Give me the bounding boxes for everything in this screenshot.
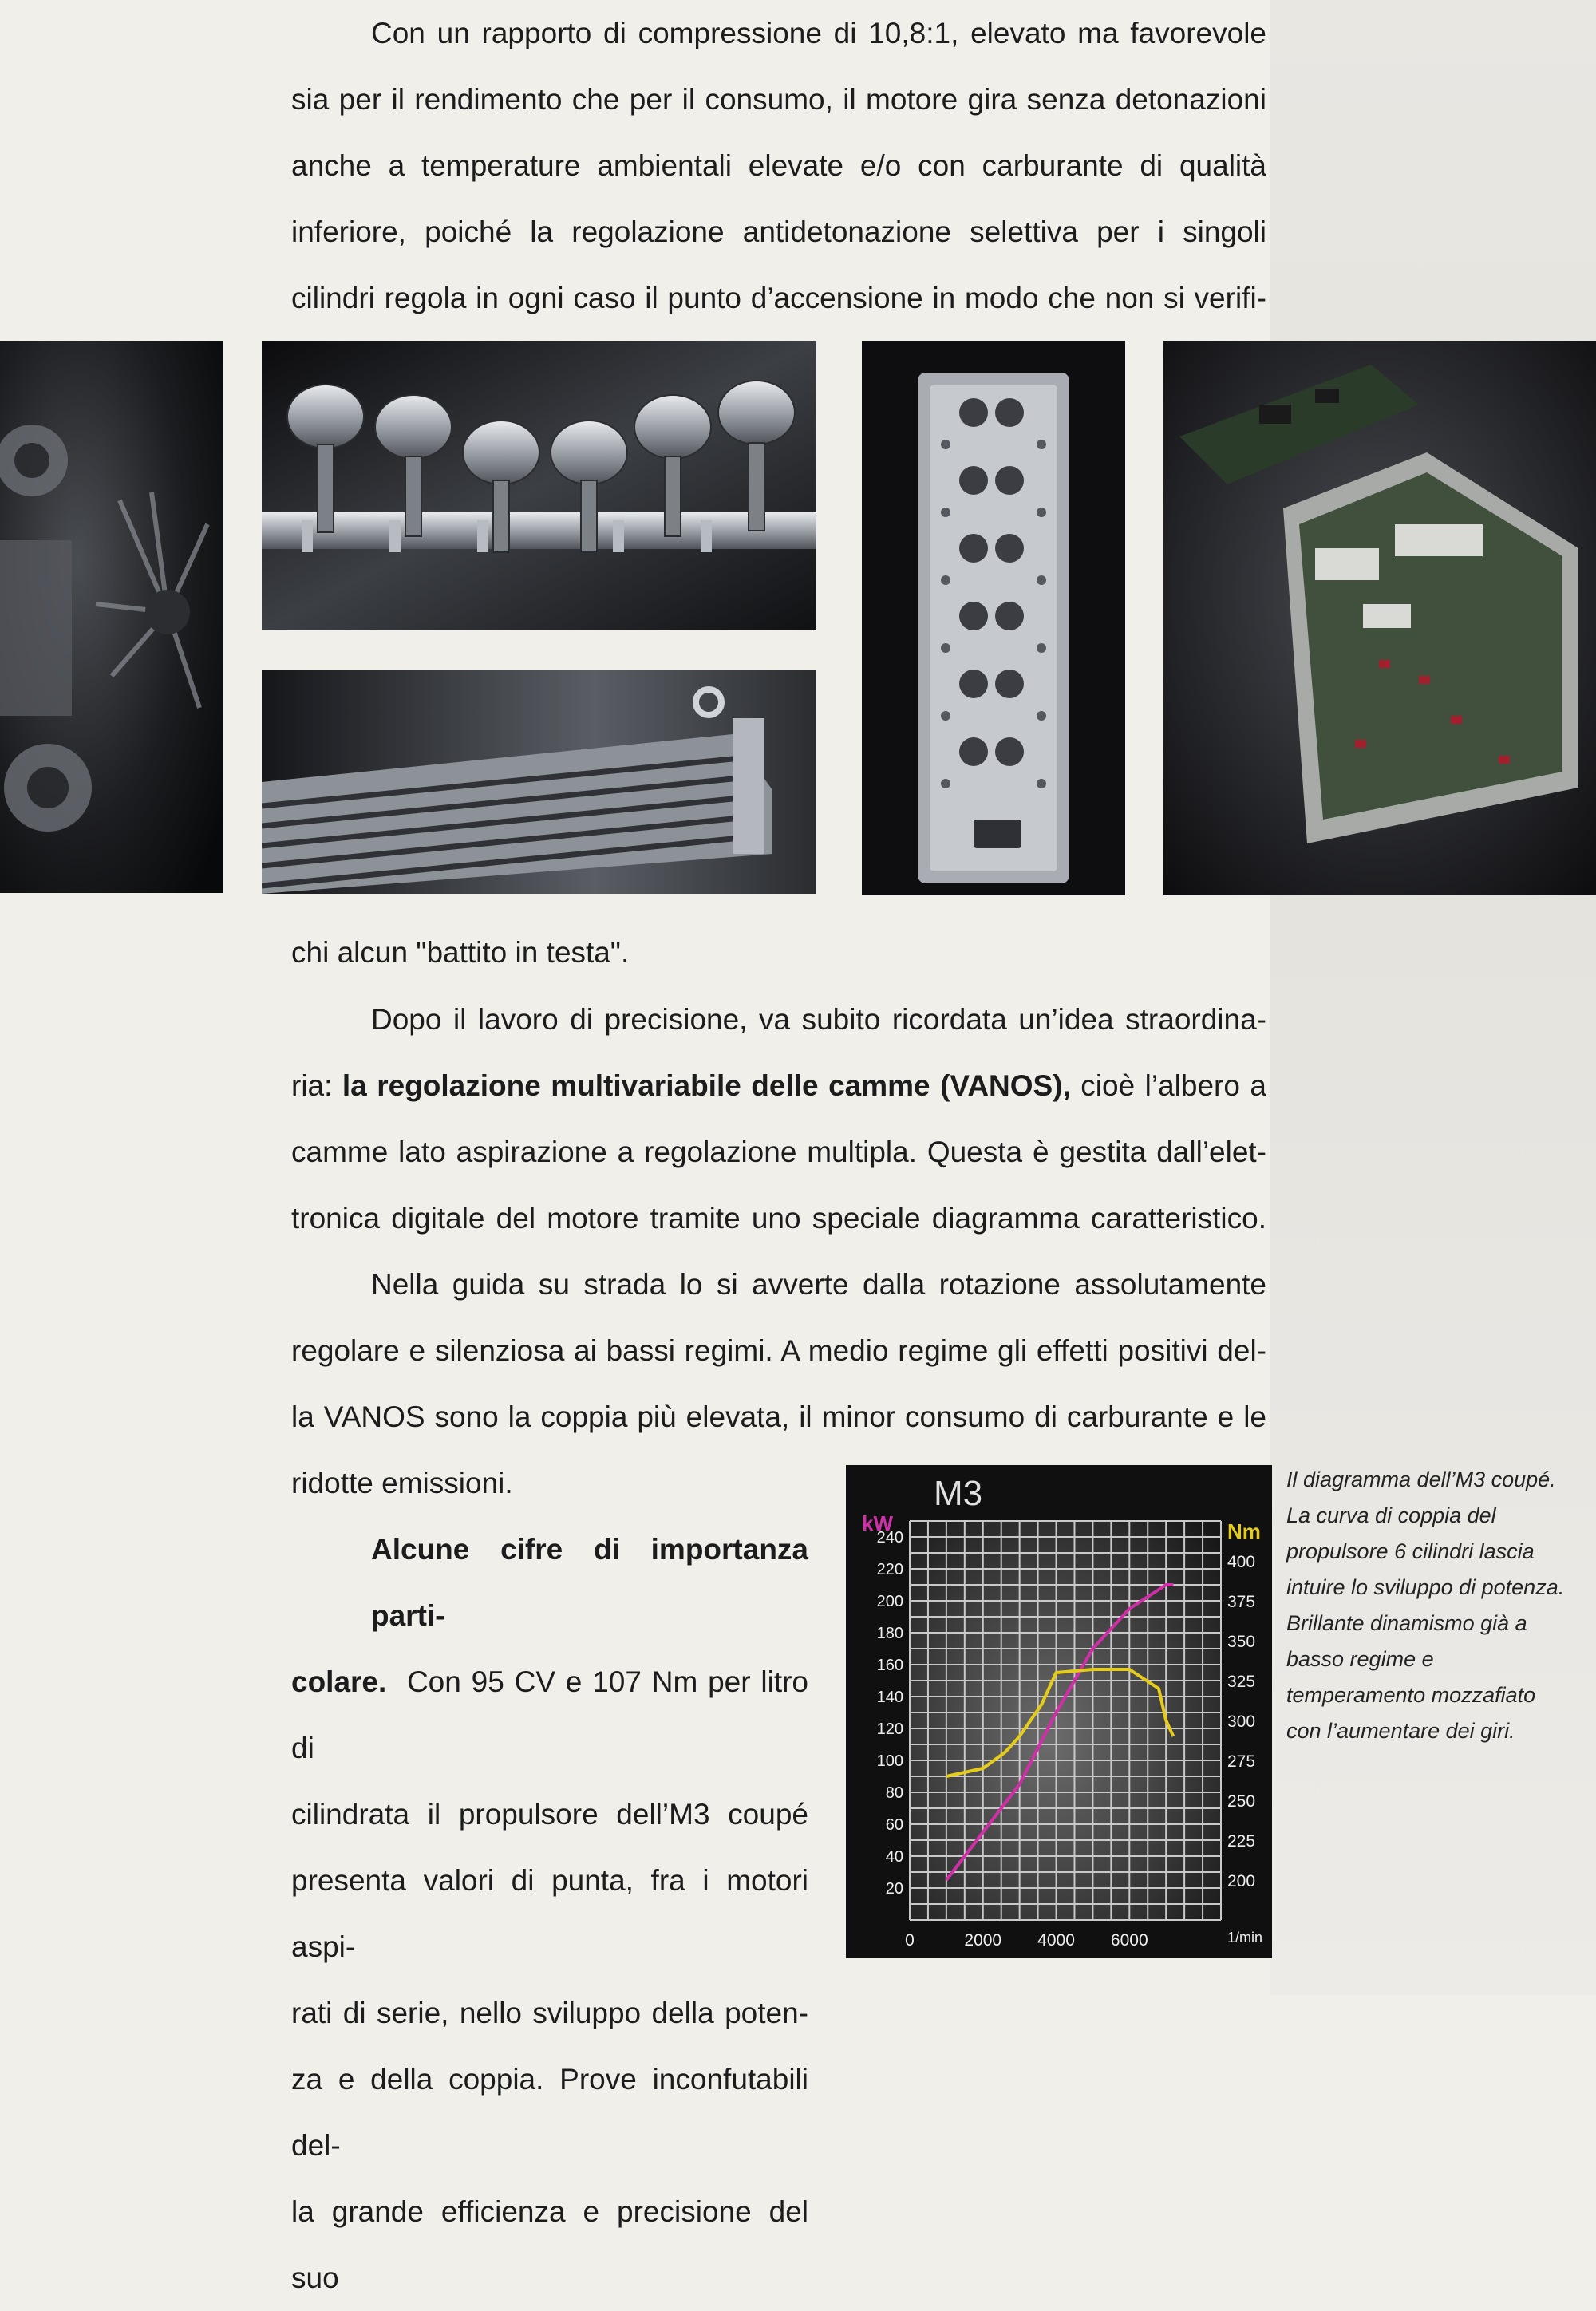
cylinder-head-photo [862, 341, 1125, 895]
right-tick-label: 275 [1227, 1752, 1256, 1771]
text-line: Nella guida su strada lo si avverte dalla rotazione assolutamente [371, 1268, 1266, 1301]
left-tick-label: 220 [876, 1561, 903, 1578]
text-line: cilindrata il propulsore dell’M3 coupé [291, 1798, 808, 1831]
text-line: ridotte emissioni. [291, 1467, 513, 1499]
paragraph-figures [291, 1516, 808, 2311]
paragraph-continuation [291, 919, 1266, 986]
crankshaft-pistons-photo [262, 341, 816, 630]
chart-svg [846, 1465, 1272, 1958]
left-tick-label: 200 [876, 1593, 903, 1610]
left-tick-label: 140 [876, 1689, 903, 1706]
vanos-bold-term: la regolazione multivariabile delle camme (VANOS), [342, 1069, 1071, 1102]
x-tick-label: 0 [905, 1931, 915, 1950]
left-tick-label: 60 [885, 1816, 903, 1834]
chart-title: M3 [934, 1474, 983, 1513]
text-line: la grande efficienza e precisione del suo [291, 2195, 808, 2294]
text-line: la VANOS sono la coppia più elevata, il minor consumo di carburante e le [291, 1400, 1266, 1433]
left-tick-label: 240 [876, 1529, 903, 1547]
right-tick-label: 250 [1227, 1792, 1256, 1811]
engine-control-unit-photo [1163, 341, 1596, 895]
text-line: anche a temperature ambientali elevate e/o con carburante di qualità [291, 149, 1266, 182]
text-line: Con un rapporto di compressione di 10,8:1, elevato ma favorevole [371, 17, 1266, 49]
left-tick-label: 80 [885, 1784, 903, 1802]
right-tick-label: 200 [1227, 1872, 1256, 1890]
text-line-vanos [291, 1053, 1266, 1119]
text-line: chi alcun "battito in testa". [291, 936, 630, 969]
left-tick-label: 160 [876, 1657, 903, 1674]
text-line: za e della coppia. Prove inconfutabili del- [291, 2063, 808, 2162]
engine-front-photo [0, 341, 223, 893]
figures-heading: Alcune cifre di importanza parti- [371, 1533, 808, 1632]
text-line-bold [291, 1516, 808, 1649]
x-tick-label: 6000 [1110, 1931, 1148, 1950]
text-line: rati di serie, nello sviluppo della poten- [291, 1997, 808, 2029]
right-tick-label: 400 [1227, 1553, 1256, 1571]
left-axis-unit: kW [862, 1511, 893, 1535]
x-tick-label: 4000 [1037, 1931, 1075, 1950]
text-prefix: ria: [291, 1069, 342, 1102]
x-tick-label: 2000 [964, 1931, 1002, 1950]
plot-area [910, 1521, 1221, 1920]
text-line: sia per il rendimento che per il consumo, il motore gira senza detonazioni [291, 83, 1266, 116]
text-line [291, 1649, 808, 1781]
left-tick-label: 180 [876, 1625, 903, 1642]
x-axis-unit: 1/min [1227, 1930, 1263, 1946]
text-suffix: cioè l’albero a [1070, 1069, 1266, 1102]
text-line: regolare e silenziosa ai bassi regimi. A medio regime gli effetti positivi del- [291, 1334, 1266, 1367]
left-tick-label: 120 [876, 1720, 903, 1738]
right-axis-unit: Nm [1227, 1519, 1261, 1543]
paragraph-compression [291, 0, 1266, 331]
text-line: camme lato aspirazione a regolazione multipla. Questa è gestita dall’elet- [291, 1136, 1266, 1168]
text-line: cilindri regola in ogni caso il punto d’accensione in modo che non si verifi- [291, 282, 1266, 314]
chart-caption: Il diagramma dell’M3 coupé. La curva di coppia del propulsore 6 cilindri lascia intuire lo sviluppo di potenza. Brillante dinamismo già a basso regime e temperamento mozzafiato con l’aumentare dei giri. [1286, 1468, 1565, 1743]
right-tick-label: 225 [1227, 1832, 1256, 1851]
oil-cooler-photo [262, 670, 816, 894]
right-tick-label: 350 [1227, 1633, 1256, 1651]
right-tick-label: 300 [1227, 1713, 1256, 1731]
text-rest: Con 95 CV e 107 Nm per litro di [291, 1665, 809, 1764]
left-tick-label: 100 [876, 1752, 903, 1770]
text-line: presenta valori di punta, fra i motori aspi- [291, 1864, 808, 1963]
paragraph-vanos [291, 986, 1266, 1251]
right-tick-label: 375 [1227, 1593, 1256, 1611]
text-line: inferiore, poiché la regolazione antidetonazione selettiva per i singoli [291, 215, 1266, 248]
text-line: tronica digitale del motore tramite uno speciale diagramma caratteristico. [291, 1202, 1266, 1235]
left-tick-label: 40 [885, 1848, 903, 1866]
figures-heading-end: colare. [291, 1665, 387, 1698]
left-tick-label: 20 [885, 1880, 903, 1898]
text-line: Dopo il lavoro di precisione, va subito ricordata un’idea straordina- [371, 1003, 1266, 1036]
m3-power-torque-chart [846, 1465, 1272, 1958]
right-tick-label: 325 [1227, 1673, 1256, 1691]
